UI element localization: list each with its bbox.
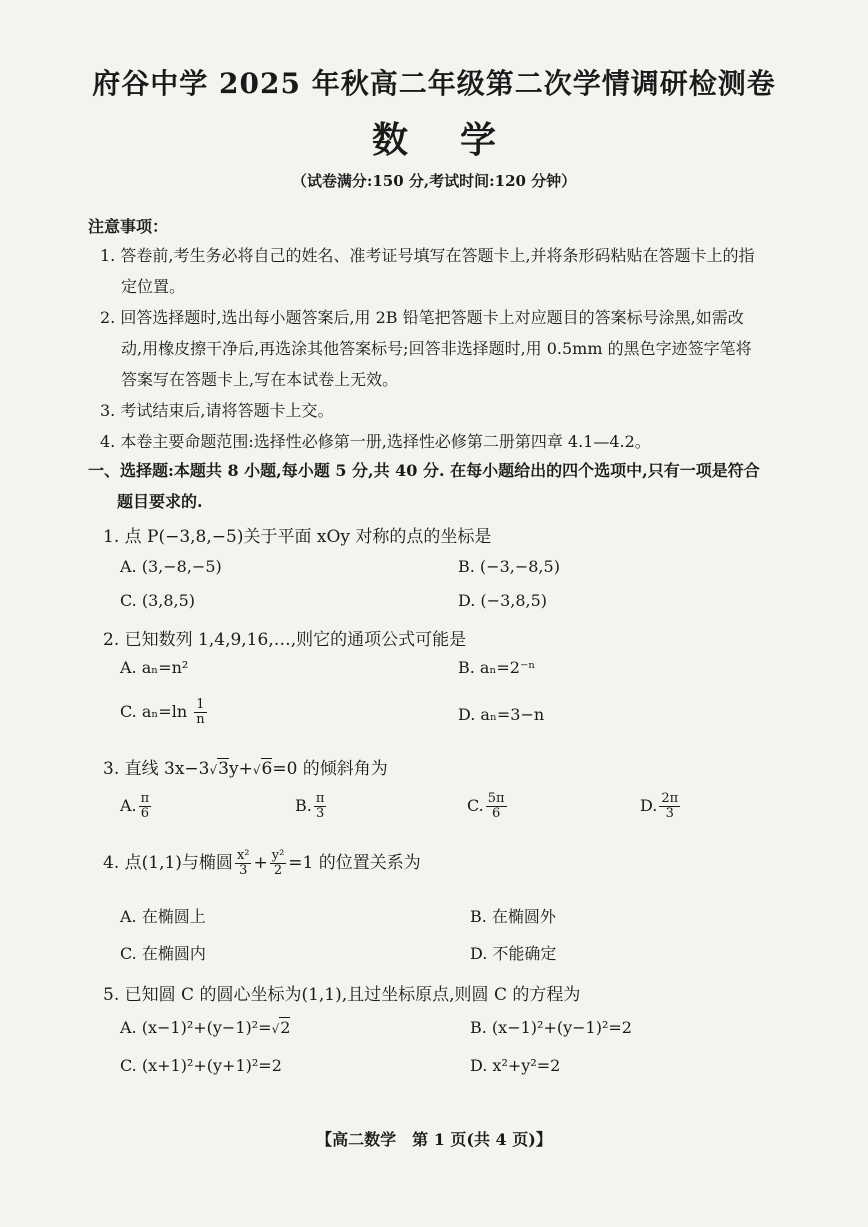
q4-stem-part: =1 的位置关系为 [288, 853, 421, 873]
q4-option-d: D. 不能确定 [470, 944, 557, 963]
question-2-stem: 2. 已知数列 1,4,9,16,…,则它的通项公式可能是 [103, 630, 467, 650]
q3-radicand: 3 [218, 759, 229, 779]
q5-a-prefix: A. (x−1)²+(y−1)²= [120, 1018, 272, 1037]
question-5-stem: 5. 已知圆 C 的圆心坐标为(1,1),且过坐标原点,则圆 C 的方程为 [103, 985, 581, 1005]
note-line: 动,用橡皮擦干净后,再选涂其他答案标号;回答非选择题时,用 0.5mm 的黑色字迹签字笔将 [121, 339, 752, 358]
exam-info: （试卷满分:150 分,考试时间:120 分钟） [291, 172, 577, 190]
q3-stem-part: y+ [228, 759, 253, 779]
q3-stem-part: 3. 直线 3x−3 [103, 759, 210, 779]
note-line: 答案写在答题卡上,写在本试卷上无效。 [121, 370, 399, 389]
q3-option-c [467, 792, 509, 821]
fraction-numerator: 5π [487, 791, 505, 806]
q5-option-c: C. (x+1)²+(y+1)²=2 [120, 1056, 282, 1075]
fraction-numerator: π [315, 791, 325, 806]
notes-title: 注意事项： [88, 217, 169, 236]
fraction-denominator: 2 [273, 863, 283, 878]
question-1-stem: 1. 点 P(−3,8,−5)关于平面 xOy 对称的点的坐标是 [103, 527, 492, 547]
q2-c-prefix: C. aₙ=ln [120, 702, 188, 721]
q3-stem-part: =0 的倾斜角为 [272, 759, 388, 779]
q1-option-b: B. (−3,−8,5) [458, 557, 560, 576]
fraction-denominator: 6 [492, 806, 501, 821]
q2-c-numerator: 1 [196, 697, 205, 712]
q1-option-a: A. (3,−8,−5) [120, 557, 222, 576]
section-heading-cont: 题目要求的. [117, 492, 203, 511]
note-line: 2. 回答选择题时,选出每小题答案后,用 2B 铅笔把答题卡上对应题目的答案标号涂黑,如需改 [100, 308, 744, 327]
q3-option-b [295, 792, 328, 821]
option-label: B. [295, 796, 312, 815]
fraction-numerator: 2π [661, 791, 679, 806]
q3-option-d [640, 792, 682, 821]
q2-option-c [120, 698, 209, 727]
note-line: 3. 考试结束后,请将答题卡上交。 [100, 401, 334, 420]
q5-option-a: A. (x−1)²+(y−1)²=√2 [120, 1018, 291, 1037]
q1-option-c: C. (3,8,5) [120, 591, 196, 610]
note-line: 定位置。 [121, 277, 186, 296]
q4-stem-part: 4. 点(1,1)与椭圆 [103, 853, 233, 873]
q2-c-denominator: n [196, 712, 205, 727]
q4-option-a: A. 在椭圆上 [120, 907, 206, 926]
fraction-numerator: x² [236, 848, 250, 863]
subject-title: 数学 [371, 119, 548, 161]
q5-option-d: D. x²+y²=2 [470, 1056, 561, 1075]
fraction-numerator: π [140, 791, 150, 806]
q2-option-a: A. aₙ=n² [120, 658, 189, 677]
q3-radicand: 6 [261, 759, 273, 779]
plus-sign: + [253, 853, 268, 873]
note-line: 1. 答卷前,考生务必将自己的姓名、准考证号填写在答题卡上,并将条形码粘贴在答题卡上的指 [100, 246, 755, 265]
q5-a-radicand: 2 [280, 1018, 291, 1037]
option-label: D. [640, 796, 658, 815]
q2-option-b: B. aₙ=2⁻ⁿ [458, 658, 536, 677]
q1-option-d: D. (−3,8,5) [458, 591, 548, 610]
exam-title: 府谷中学 2025 年秋高二年级第二次学情调研检测卷 [92, 67, 776, 100]
note-line: 4. 本卷主要命题范围:选择性必修第一册,选择性必修第二册第四章 4.1—4.2。 [100, 432, 651, 451]
option-label: A. [120, 796, 137, 815]
fraction-numerator: y² [271, 848, 285, 863]
fraction-denominator: 3 [315, 806, 325, 821]
option-label: C. [467, 796, 484, 815]
question-3-stem: 3. 直线 3x−3√3y+√6=0 的倾斜角为 [103, 759, 388, 779]
q2-option-d: D. aₙ=3−n [458, 705, 545, 724]
fraction-denominator: 3 [665, 806, 674, 821]
q3-option-a [120, 792, 153, 821]
q4-option-c: C. 在椭圆内 [120, 944, 206, 963]
q4-option-b: B. 在椭圆外 [470, 907, 556, 926]
section-heading: 一、选择题:本题共 8 小题,每小题 5 分,共 40 分. 在每小题给出的四个选项中,只有一项是符合 [88, 461, 760, 480]
question-4-stem [103, 848, 421, 878]
fraction-denominator: 6 [140, 806, 150, 821]
fraction-denominator: 3 [239, 863, 248, 878]
q5-option-b: B. (x−1)²+(y−1)²=2 [470, 1018, 632, 1037]
page-footer: 【高二数学 第 1 页(共 4 页)】 [316, 1130, 552, 1149]
